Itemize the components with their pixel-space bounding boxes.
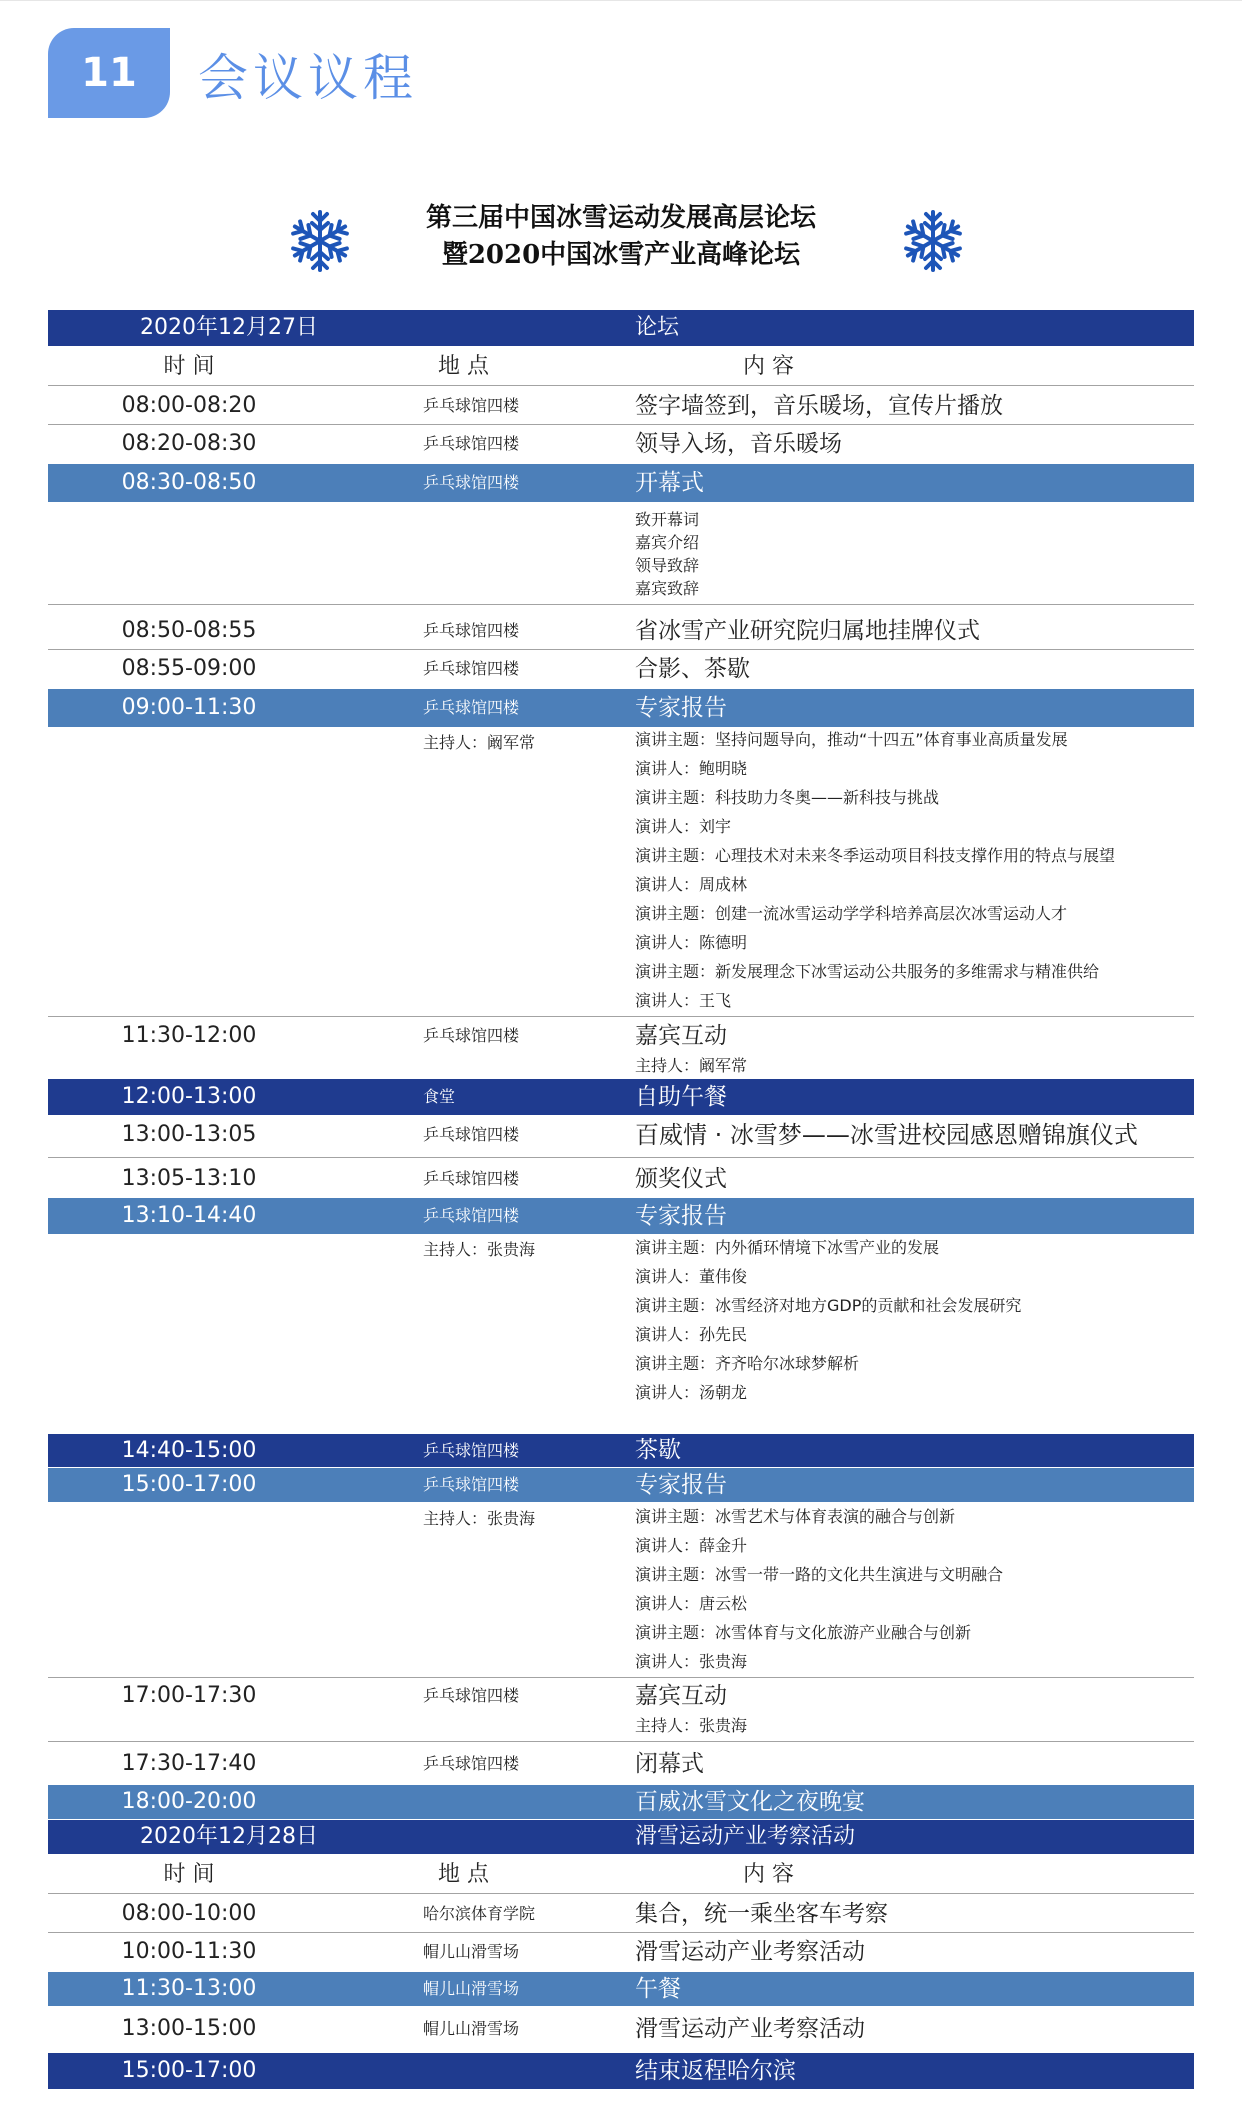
row-time: 18:00-20:00 [121,1789,257,1814]
agenda-row-highlight [48,2053,1194,2089]
row-content: 专家报告 [635,1203,727,1229]
talk-line: 演讲人：陈德明 [635,933,748,952]
row-time: 08:00-10:00 [121,1901,257,1926]
speaker-list [635,1233,1021,1407]
opening-item: 领导致辞 [635,556,700,575]
talk-line: 演讲人：孙先民 [635,1325,748,1344]
row-content: 百威情 · 冰雪梦——冰雪进校园感恩赠锦旗仪式 [635,1121,1138,1149]
talk-line: 演讲人：汤朝龙 [635,1383,748,1402]
top-divider [0,0,1242,1]
talk-line: 演讲人：鲍明晓 [635,759,748,778]
row-content: 专家报告 [635,1472,727,1498]
day-label: 论坛 [635,315,680,340]
talk-line: 演讲主题：科技助力冬奥——新科技与挑战 [635,788,940,807]
row-time: 11:30-13:00 [121,1976,257,2001]
row-content: 午餐 [635,1976,681,2002]
row-content: 专家报告 [635,695,727,721]
agenda-row-highlight [48,1468,1194,1502]
col-header-time: 时 间 [163,354,215,379]
opening-items [635,508,699,600]
row-place: 乒乓球馆四楼 [423,434,520,453]
agenda-row [48,1160,1194,1198]
row-time: 15:00-17:00 [121,2058,257,2083]
row-content: 省冰雪产业研究院归属地挂牌仪式 [635,618,980,644]
col-header-place: 地 点 [438,1862,489,1887]
row-time: 13:00-15:00 [121,2016,257,2041]
interaction-host: 主持人：张贵海 [635,1716,748,1735]
row-time: 08:00-08:20 [121,393,257,418]
row-content: 嘉宾互动 [635,1683,727,1709]
row-place: 帽儿山滑雪场 [423,1942,520,1961]
row-place: 乒乓球馆四楼 [423,473,520,492]
talk-line: 演讲主题：冰雪艺术与体育表演的融合与创新 [635,1507,956,1526]
row-time: 08:30-08:50 [121,470,257,495]
agenda-row-highlight [48,1198,1194,1234]
session-host: 主持人：张贵海 [423,1240,536,1259]
row-time: 13:00-13:05 [121,1122,257,1147]
row-content: 闭幕式 [635,1751,704,1777]
day-date: 2020年12月28日 [140,1824,318,1849]
day-header [48,310,1194,346]
agenda-row [48,425,1194,463]
row-place: 乒乓球馆四楼 [423,621,520,640]
agenda-row-highlight [48,1972,1194,2006]
agenda-row [48,1116,1194,1158]
event-title-line2: 暨2020中国冰雪产业高峰论坛 [441,240,801,270]
talk-line: 演讲主题：创建一流冰雪运动学学科培养高层次冰雪运动人才 [635,904,1068,923]
agenda-row [48,387,1194,425]
row-time: 13:10-14:40 [121,1203,257,1228]
interaction-host: 主持人：阚军常 [635,1056,748,1075]
talk-line: 演讲人：王飞 [635,991,732,1010]
row-place: 哈尔滨体育学院 [423,1904,536,1923]
agenda-row [48,1017,1194,1055]
talk-line: 演讲人：张贵海 [635,1652,748,1671]
row-time: 17:30-17:40 [121,1751,257,1776]
row-place: 乒乓球馆四楼 [423,698,520,717]
talk-line: 演讲人：唐云松 [635,1594,748,1613]
talk-line: 演讲主题：冰雪体育与文化旅游产业融合与创新 [635,1623,972,1642]
col-header-content: 内 容 [743,354,794,379]
row-place: 帽儿山滑雪场 [423,1979,520,1998]
row-place: 乒乓球馆四楼 [423,1686,520,1705]
opening-item: 嘉宾致辞 [635,579,700,598]
col-header-content: 内 容 [743,1862,794,1887]
event-title-line1: 第三届中国冰雪运动发展高层论坛 [425,203,816,233]
speaker-list [635,1502,1003,1676]
row-time: 11:30-12:00 [121,1023,257,1048]
column-header-row [48,1856,1194,1894]
agenda-row [48,2010,1194,2048]
row-place: 乒乓球馆四楼 [423,1125,520,1144]
opening-item: 致开幕词 [635,510,700,529]
row-content: 滑雪运动产业考察活动 [635,2016,865,2042]
row-content: 百威冰雪文化之夜晚宴 [635,1789,865,1815]
row-place: 食堂 [423,1087,456,1106]
row-place: 乒乓球馆四楼 [423,659,520,678]
row-place: 乒乓球馆四楼 [423,1441,520,1460]
agenda-row-highlight [48,1785,1194,1819]
agenda-row [48,1933,1194,1971]
row-time: 08:20-08:30 [121,431,257,456]
agenda-row [48,1895,1194,1933]
agenda-row [48,1745,1194,1783]
row-content: 领导入场，音乐暖场 [635,431,842,457]
talk-line: 演讲人：董伟俊 [635,1267,748,1286]
row-content: 结束返程哈尔滨 [635,2058,796,2084]
agenda-row-highlight [48,689,1194,727]
talk-line: 演讲主题：冰雪经济对地方GDP的贡献和社会发展研究 [635,1296,1022,1315]
talk-line: 演讲主题：冰雪一带一路的文化共生演进与文明融合 [635,1565,1004,1584]
agenda-row [48,650,1194,688]
row-content: 集合，统一乘坐客车考察 [635,1901,888,1927]
agenda-row-highlight [48,1434,1194,1467]
row-time: 12:00-13:00 [121,1084,257,1109]
event-title [300,200,942,274]
row-place: 乒乓球馆四楼 [423,1475,520,1494]
row-place: 乒乓球馆四楼 [423,1206,520,1225]
talk-line: 演讲主题：齐齐哈尔冰球梦解析 [635,1354,860,1373]
row-time: 08:50-08:55 [121,618,257,643]
session-host: 主持人：张贵海 [423,1509,536,1528]
col-header-time: 时 间 [163,1862,215,1887]
day-date: 2020年12月27日 [140,315,318,340]
talk-line: 演讲主题：内外循环情境下冰雪产业的发展 [635,1238,940,1257]
row-time: 08:55-09:00 [121,656,257,681]
column-header-row [48,348,1194,386]
opening-item: 嘉宾介绍 [635,533,700,552]
row-content: 茶歇 [635,1437,681,1463]
talk-line: 演讲人：周成林 [635,875,748,894]
row-time: 17:00-17:30 [121,1683,257,1708]
divider [48,604,1194,608]
row-content: 滑雪运动产业考察活动 [635,1939,865,1965]
row-time: 15:00-17:00 [121,1472,257,1497]
agenda-row [48,612,1194,650]
agenda-row-highlight [48,464,1194,502]
speaker-list [635,725,1115,1015]
row-content: 颁奖仪式 [635,1166,727,1192]
row-place: 帽儿山滑雪场 [423,2019,520,2038]
row-content: 开幕式 [635,470,704,496]
row-time: 10:00-11:30 [121,1939,257,1964]
row-time: 09:00-11:30 [121,695,257,720]
row-place: 乒乓球馆四楼 [423,1169,520,1188]
talk-line: 演讲人：刘宇 [635,817,732,836]
day-header [48,1820,1194,1854]
section-number-badge: 11 [48,28,170,118]
row-time: 13:05-13:10 [121,1166,257,1191]
talk-line: 演讲主题：心理技术对未来冬季运动项目科技支撑作用的特点与展望 [635,846,1116,865]
row-time: 14:40-15:00 [121,1438,257,1463]
section-title: 会议议程 [198,49,418,107]
row-place: 乒乓球馆四楼 [423,1026,520,1045]
talk-line: 演讲主题：坚持问题导向，推动“十四五”体育事业高质量发展 [635,730,1068,749]
agenda-row-highlight [48,1079,1194,1115]
row-place: 乒乓球馆四楼 [423,396,520,415]
talk-line: 演讲人：薛金升 [635,1536,748,1555]
day-label: 滑雪运动产业考察活动 [635,1824,856,1849]
agenda-row [48,1677,1194,1715]
session-host: 主持人：阚军常 [423,733,536,752]
col-header-place: 地 点 [438,354,489,379]
talk-line: 演讲主题：新发展理念下冰雪运动公共服务的多维需求与精准供给 [635,962,1100,981]
row-content: 自助午餐 [635,1084,727,1110]
row-content: 合影、茶歇 [635,656,750,682]
row-content: 嘉宾互动 [635,1023,727,1049]
row-content: 签字墙签到，音乐暖场，宣传片播放 [635,393,1003,419]
row-place: 乒乓球馆四楼 [423,1754,520,1773]
